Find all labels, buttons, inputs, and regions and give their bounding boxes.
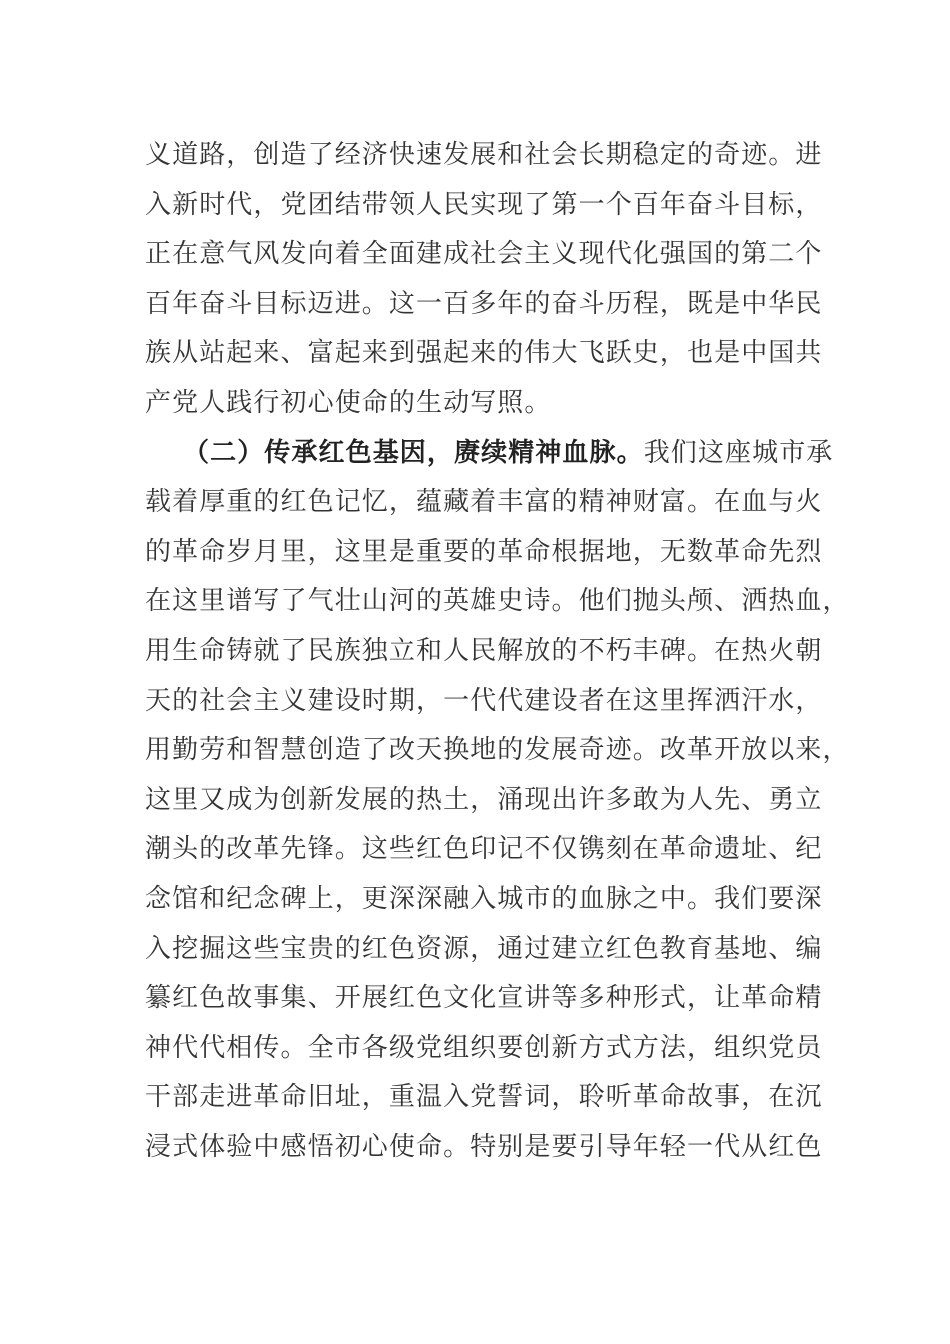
body-text-line: 在这里谱写了气壮山河的英雄史诗。他们抛头颅、洒热血， xyxy=(145,586,850,616)
body-text-line: 族从站起来、富起来到强起来的伟大飞跃史，也是中国共 xyxy=(145,338,823,368)
body-text-line: 念馆和纪念碑上，更深深融入城市的血脉之中。我们要深 xyxy=(145,884,823,914)
body-text-line: 用勤劳和智慧创造了改天换地的发展奇迹。改革开放以来， xyxy=(145,735,850,765)
body-text-line: 神代代相传。全市各级党组织要创新方式方法，组织党员 xyxy=(145,1033,823,1063)
section-heading-line xyxy=(183,436,834,470)
section-heading: （二）传承红色基因，赓续精神血脉。 xyxy=(183,438,644,468)
body-text-line: 这里又成为创新发展的热土，涌现出许多敢为人先、勇立 xyxy=(145,785,823,815)
body-text-line: 纂红色故事集、开展红色文化宣讲等多种形式，让革命精 xyxy=(145,983,823,1013)
body-text-line: 入新时代，党团结带领人民实现了第一个百年奋斗目标， xyxy=(145,190,823,220)
body-text-line: 的革命岁月里，这里是重要的革命根据地，无数革命先烈 xyxy=(145,537,823,567)
body-text-line: 义道路，创造了经济快速发展和社会长期稳定的奇迹。进 xyxy=(145,140,823,170)
body-text-line: 天的社会主义建设时期，一代代建设者在这里挥洒汗水， xyxy=(145,686,823,716)
body-text-line: 正在意气风发向着全面建成社会主义现代化强国的第二个 xyxy=(145,239,823,269)
body-text-line: 载着厚重的红色记忆，蕴藏着丰富的精神财富。在血与火 xyxy=(145,487,823,517)
body-text-line: 入挖掘这些宝贵的红色资源，通过建立红色教育基地、编 xyxy=(145,934,823,964)
body-text-line: 用生命铸就了民族独立和人民解放的不朽丰碑。在热火朝 xyxy=(145,636,823,666)
body-text: 我们这座城市承 xyxy=(643,438,834,468)
body-text-line: 百年奋斗目标迈进。这一百多年的奋斗历程，既是中华民 xyxy=(145,289,823,319)
body-text-line: 潮头的改革先锋。这些红色印记不仅镌刻在革命遗址、纪 xyxy=(145,834,823,864)
body-text-line: 干部走进革命旧址，重温入党誓词，聆听革命故事，在沉 xyxy=(145,1082,823,1112)
body-text-line: 浸式体验中感悟初心使命。特别是要引导年轻一代从红色 xyxy=(145,1132,823,1162)
body-text-line: 产党人践行初心使命的生动写照。 xyxy=(145,388,552,418)
